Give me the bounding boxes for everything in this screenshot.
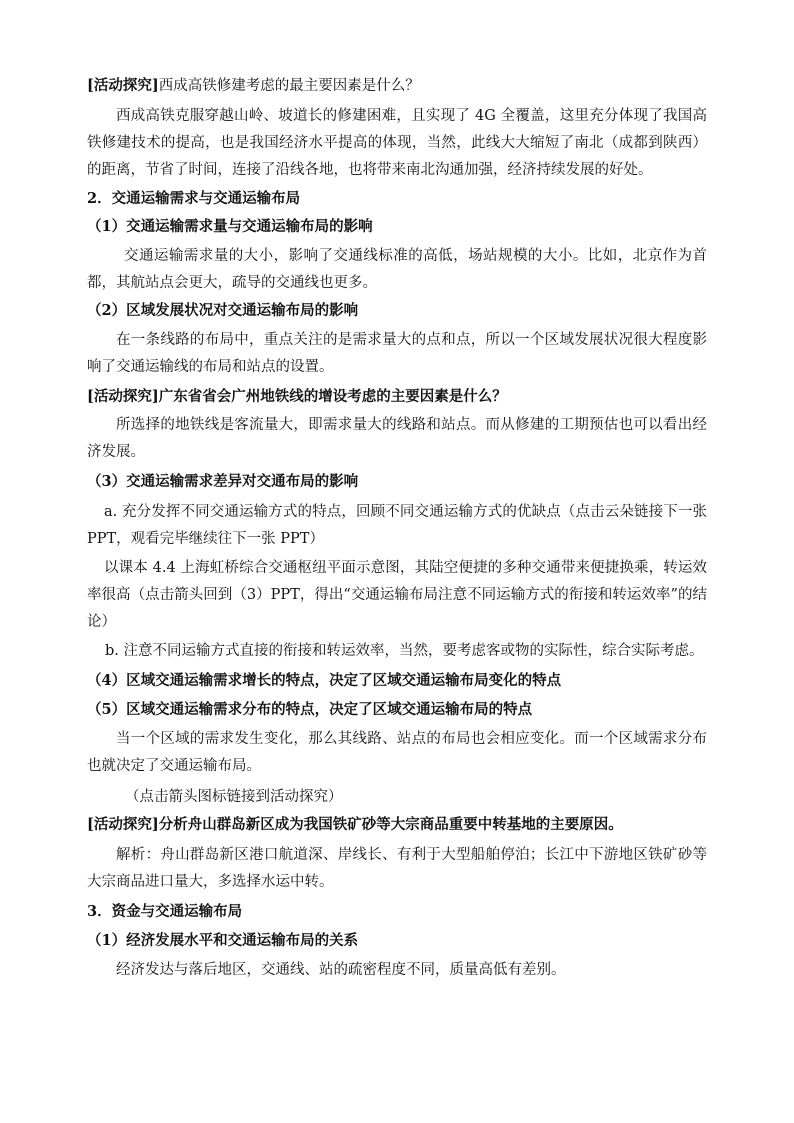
paragraph-point-b: b. 注意不同运输方式直接的衔接和转运效率，当然，要考虑客或物的实际性，综合实际考虑。 [105, 643, 704, 659]
activity-question-text: 广东省省会广州地铁线的增设考虑的主要因素是什么？ [158, 388, 507, 405]
paragraph-xicheng-railway: 西成高铁克服穿越山岭、坡道长的修建困难，且实现了 4G 全覆盖，这里充分体现了我国高铁修建技术的提高，也是我国经济水平提高的体现，当然，此线大大缩短了南北（成都到陕西）的距离，节省了时间，连接了沿线各地，也将带来南北沟通加强，经济持续发展的好处。 [87, 108, 707, 178]
activity-question-1 [87, 76, 707, 96]
document-page [87, 76, 707, 984]
subheading-2-1: （1）交通运输需求量与交通运输布局的影响 [87, 218, 373, 235]
paragraph-demand-change: 当一个区域的需求发生变化，那么其线路、站点的布局也会相应变化。而一个区域需求分布也就决定了交通运输布局。 [87, 731, 707, 774]
activity-question-text: 分析舟山群岛新区成为我国铁矿砂等大宗商品重要中转基地的主要原因。 [158, 816, 623, 833]
paragraph-point-a: a. 充分发挥不同交通运输方式的特点，回顾不同交通运输方式的优缺点（点击云朵链接下一张PPT，观看完毕继续往下一张 PPT） [87, 504, 707, 547]
paragraph-guangzhou-metro: 所选择的地铁线是客流量大，即需求量大的线路和站点。而从修建的工期预估也可以看出经济发展。 [87, 417, 707, 460]
activity-tag: [活动探究] [87, 816, 159, 833]
link-hint-activity[interactable]: （点击箭头图标链接到活动探究） [125, 789, 343, 805]
paragraph-economic-level: 经济发达与落后地区，交通线、站的疏密程度不同，质量高低有差别。 [116, 962, 566, 978]
activity-tag: [活动探究] [87, 388, 159, 405]
subheading-3-1: （1）经济发展水平和交通运输布局的关系 [87, 932, 359, 949]
activity-question-3 [87, 815, 707, 835]
activity-tag: [活动探究] [87, 77, 159, 94]
paragraph-demand-volume: 交通运输需求量的大小，影响了交通线标准的高低，场站规模的大小。比如，北京作为首都，其航站点会更大，疏导的交通线也更多。 [87, 248, 707, 291]
activity-question-2 [87, 387, 707, 407]
paragraph-hongqiao-hub: 以课本 4.4 上海虹桥综合交通枢纽平面示意图，其陆空便捷的多种交通带来便捷换乘，转运效率很高（点击箭头回到（3）PPT，得出“交通运输布局注意不同运输方式的衔接和转运效率”的结论） [87, 560, 707, 630]
section-heading-2: 2．交通运输需求与交通运输布局 [87, 190, 301, 207]
subheading-2-5: （5）区域交通运输需求分布的特点，决定了区域交通运输布局的特点 [87, 701, 533, 718]
paragraph-regional-development: 在一条线路的布局中，重点关注的是需求量大的点和点，所以一个区域发展状况很大程度影响了交通运输线的布局和站点的设置。 [87, 332, 707, 375]
activity-question-text: 西成高铁修建考虑的最主要因素是什么？ [158, 78, 420, 94]
subheading-2-4: （4）区域交通运输需求增长的特点，决定了区域交通运输布局变化的特点 [87, 672, 562, 689]
section-heading-3: 3．资金与交通运输布局 [87, 903, 243, 920]
subheading-2-2: （2）区域发展状况对交通运输布局的影响 [87, 302, 359, 319]
subheading-2-3: （3）交通运输需求差异对交通布局的影响 [87, 473, 359, 490]
paragraph-zhoushan-analysis: 解析：舟山群岛新区港口航道深、岸线长、有利于大型船舶停泊；长江中下游地区铁矿砂等大宗商品进口量大，多选择水运中转。 [87, 847, 707, 890]
